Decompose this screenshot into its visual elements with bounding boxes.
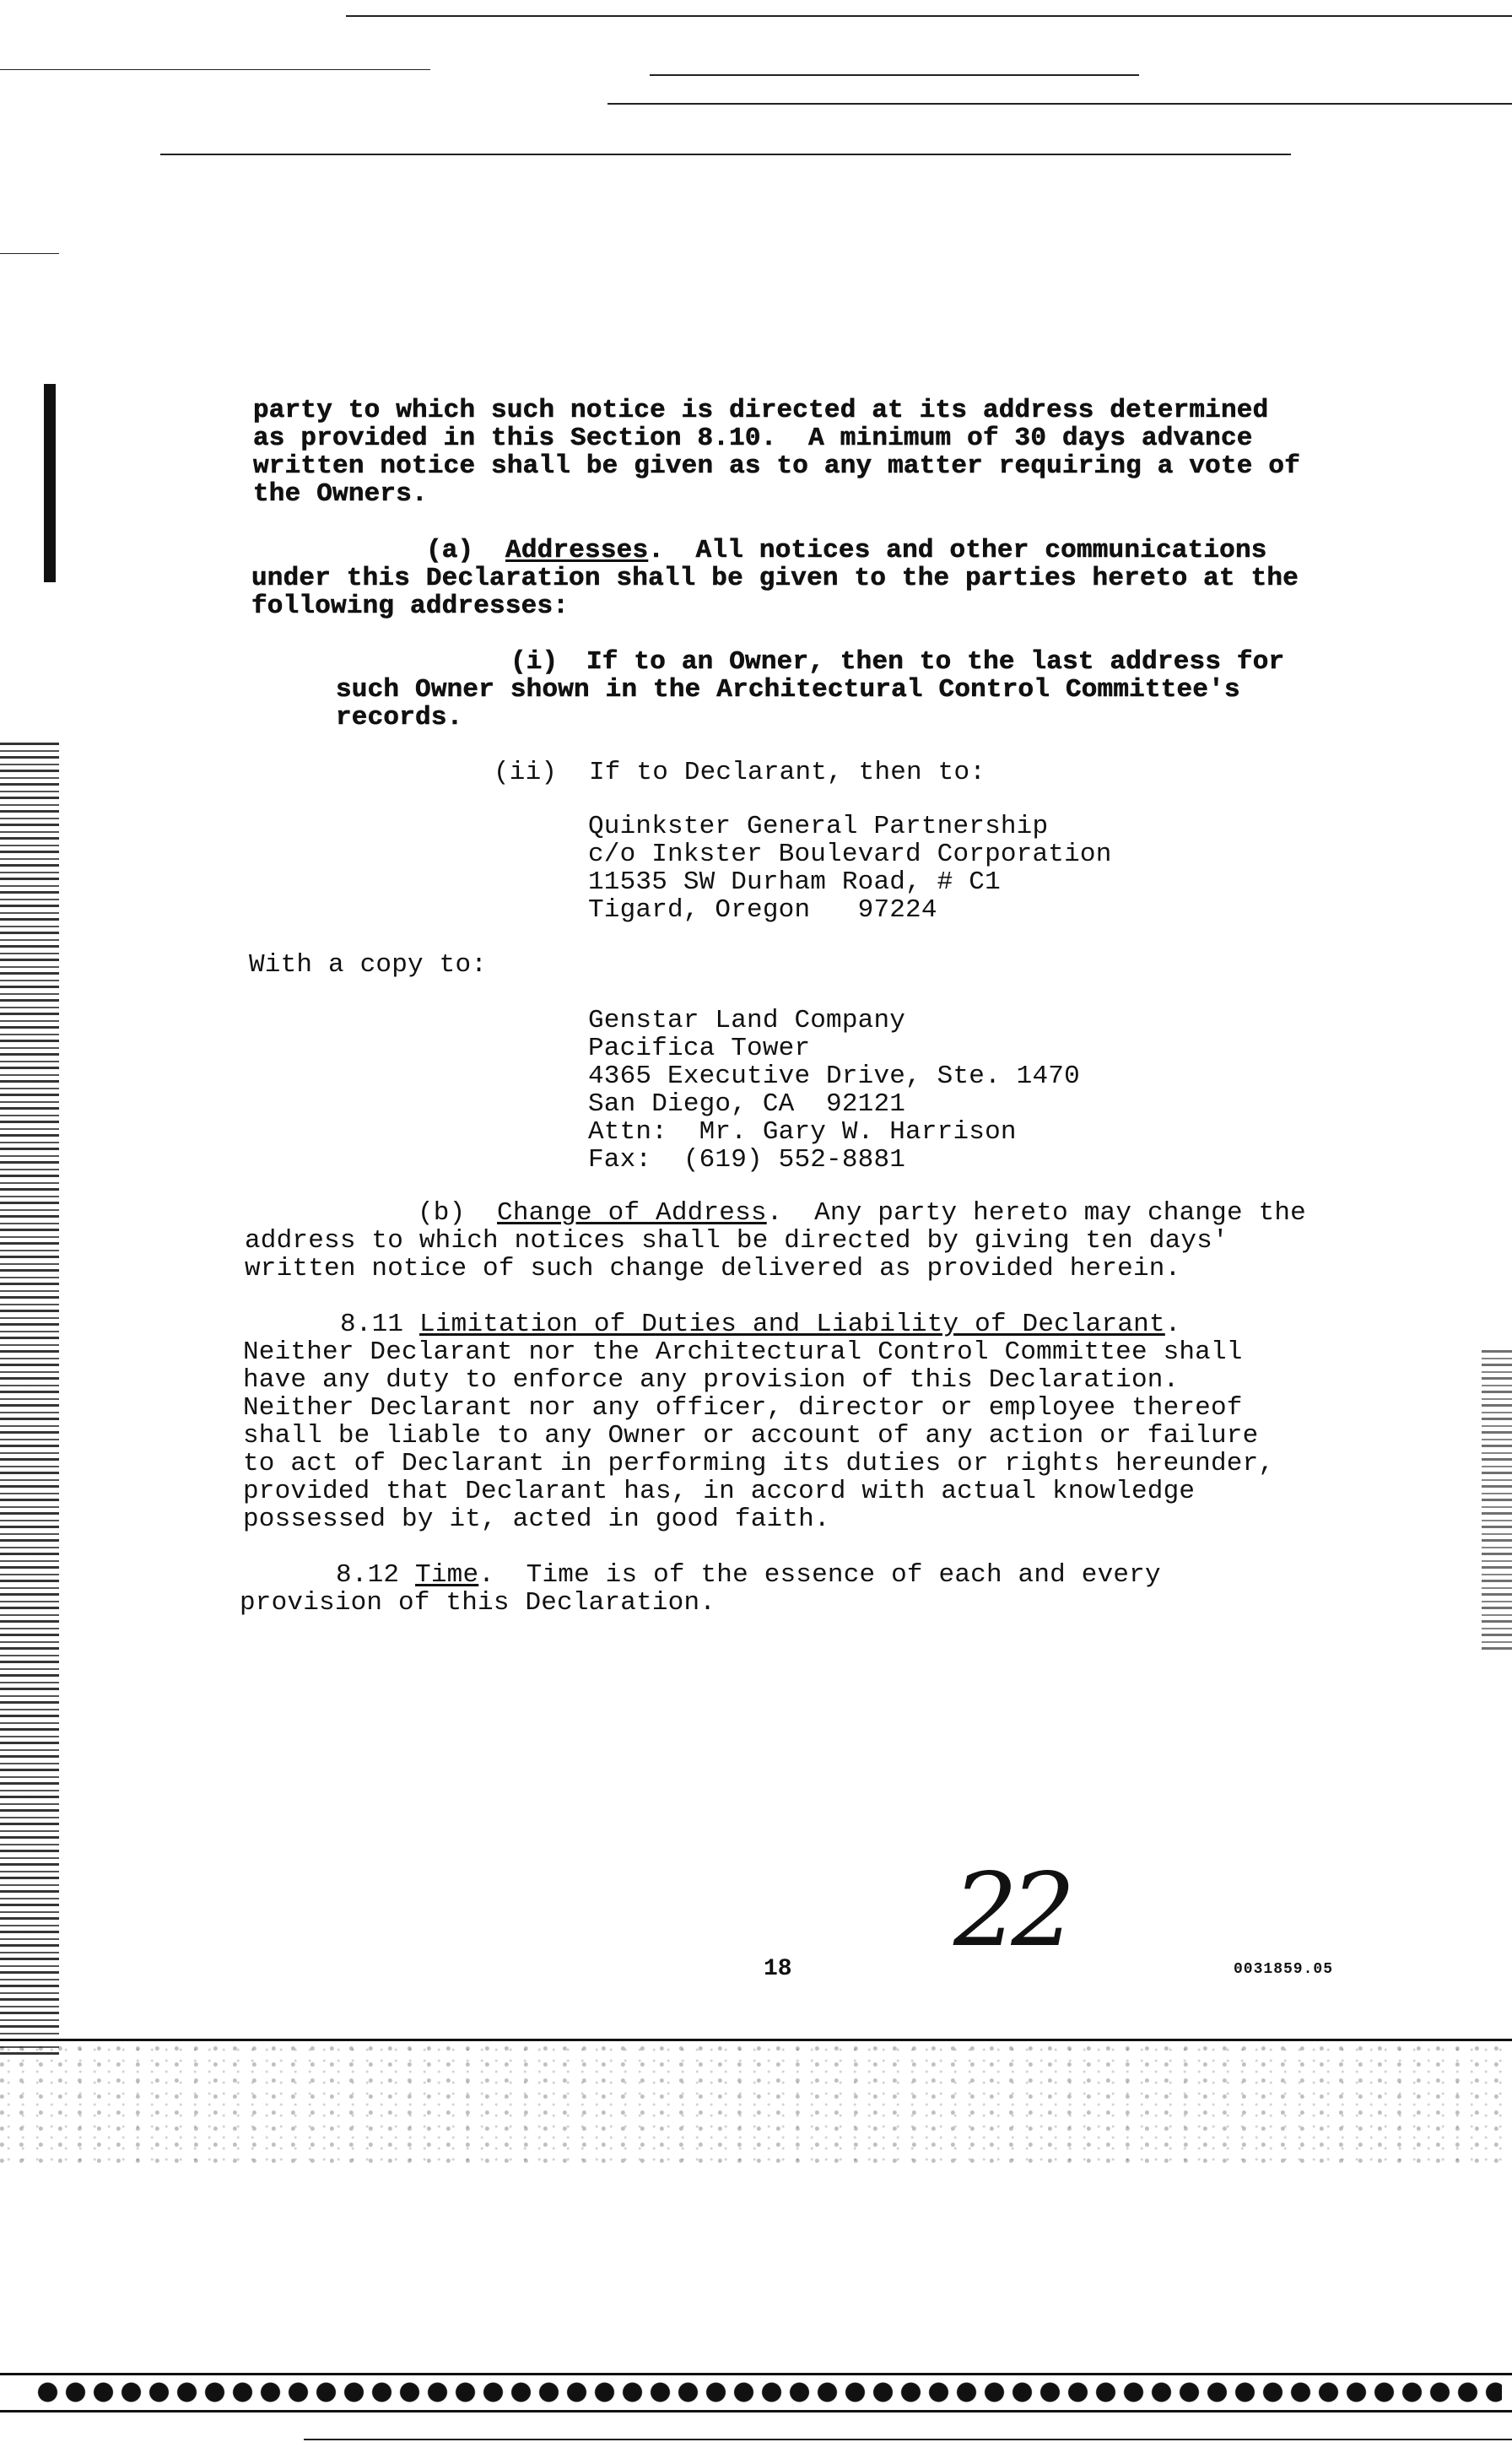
section-811-line: Neither Declarant nor the Architectural Control Committee shall [243,1337,1243,1367]
scan-edge-strip [1482,1350,1512,1654]
copy-address-line: Pacifica Tower [588,1034,811,1063]
scan-rule [304,2439,1512,2440]
addresses-paragraph [426,537,1267,565]
change-address-paragraph [418,1199,1306,1227]
document-id: 0031859.05 [1234,1961,1334,1978]
addresses-heading: Addresses [505,536,649,565]
change-address-line: . Any party hereto may change the [766,1198,1306,1228]
scan-rule [0,253,59,254]
copy-address-line: 4365 Executive Drive, Ste. 1470 [588,1062,1080,1091]
handwritten-number: 22 [953,1852,1069,1969]
scan-edge-strip [0,743,59,2059]
section-811-line: . [1164,1310,1181,1339]
scan-left-bar [44,384,56,582]
scan-noise [0,2042,1512,2169]
section-811-heading: Limitation of Duties and Liability of Declarant [419,1310,1165,1339]
scan-rule [650,74,1139,76]
scan-rule [0,2039,1512,2041]
declarant-address-line: c/o Inkster Boulevard Corporation [588,840,1112,869]
copy-address-line: Fax: (619) 552-8881 [588,1145,906,1175]
item-i-line: such Owner shown in the Architectural Control Committee's [336,675,1240,705]
change-address-label: (b) [418,1198,466,1228]
section-811-line: shall be liable to any Owner or account of any action or failure [243,1421,1259,1451]
intro-line: party to which such notice is directed at its address determined [253,396,1269,425]
scan-rule [346,15,1512,17]
section-812-line: . Time is of the essence of each and every [478,1560,1161,1590]
section-811-line: to act of Declarant in performing its duties or rights hereunder, [243,1449,1275,1478]
intro-line: written notice shall be given as to any matter requiring a vote of [253,451,1300,481]
item-i-label: (i) [510,647,559,677]
section-811-line: possessed by it, acted in good faith. [243,1505,830,1534]
intro-line: as provided in this Section 8.10. A minimum of 30 days advance [253,424,1253,453]
section-811-number: 8.11 [340,1310,404,1339]
addresses-line: . All notices and other communications [648,536,1267,565]
section-811-heading-line [340,1310,1181,1338]
section-812-number: 8.12 [336,1560,400,1590]
copy-label: With a copy to: [249,950,488,980]
declarant-address-line: Quinkster General Partnership [588,812,1049,841]
addresses-line: following addresses: [251,592,570,621]
item-i-line: records. [336,703,463,732]
scan-rule [608,103,1512,105]
section-811-line: have any duty to enforce any provision of this Declaration. [243,1365,1180,1395]
declarant-address-line: 11535 SW Durham Road, # C1 [588,867,1001,897]
section-811-line: provided that Declarant has, in accord with actual knowledge [243,1477,1196,1506]
copy-address-line: Genstar Land Company [588,1006,906,1035]
scan-rule [0,69,430,70]
item-ii-text: If to Declarant, then to: [589,758,986,787]
section-812-heading-line [336,1561,1161,1589]
section-812-heading: Time [415,1560,479,1590]
addresses-label: (a) [426,536,474,565]
scan-rule [0,2373,1512,2375]
page-number: 18 [764,1956,792,1982]
change-address-line: address to which notices shall be directed by giving ten days' [245,1226,1228,1256]
addresses-line: under this Declaration shall be given to the parties hereto at the [251,564,1299,593]
copy-address-line: San Diego, CA 92121 [588,1089,906,1119]
item-i-line: If to an Owner, then to the last address for [586,647,1285,677]
change-address-line: written notice of such change delivered as provided herein. [245,1254,1181,1283]
copy-address-line: Attn: Mr. Gary W. Harrison [588,1117,1017,1147]
declarant-address-line: Tigard, Oregon 97224 [588,895,937,925]
section-812-line: provision of this Declaration. [240,1588,716,1618]
item-ii-label: (ii) [494,758,558,787]
scan-rule [160,154,1291,155]
scan-dot-row [34,2381,1502,2403]
scan-rule [0,2410,1512,2412]
change-address-heading: Change of Address [497,1198,767,1228]
intro-line: the Owners. [253,479,428,509]
section-811-line: Neither Declarant nor any officer, director or employee thereof [243,1393,1243,1423]
